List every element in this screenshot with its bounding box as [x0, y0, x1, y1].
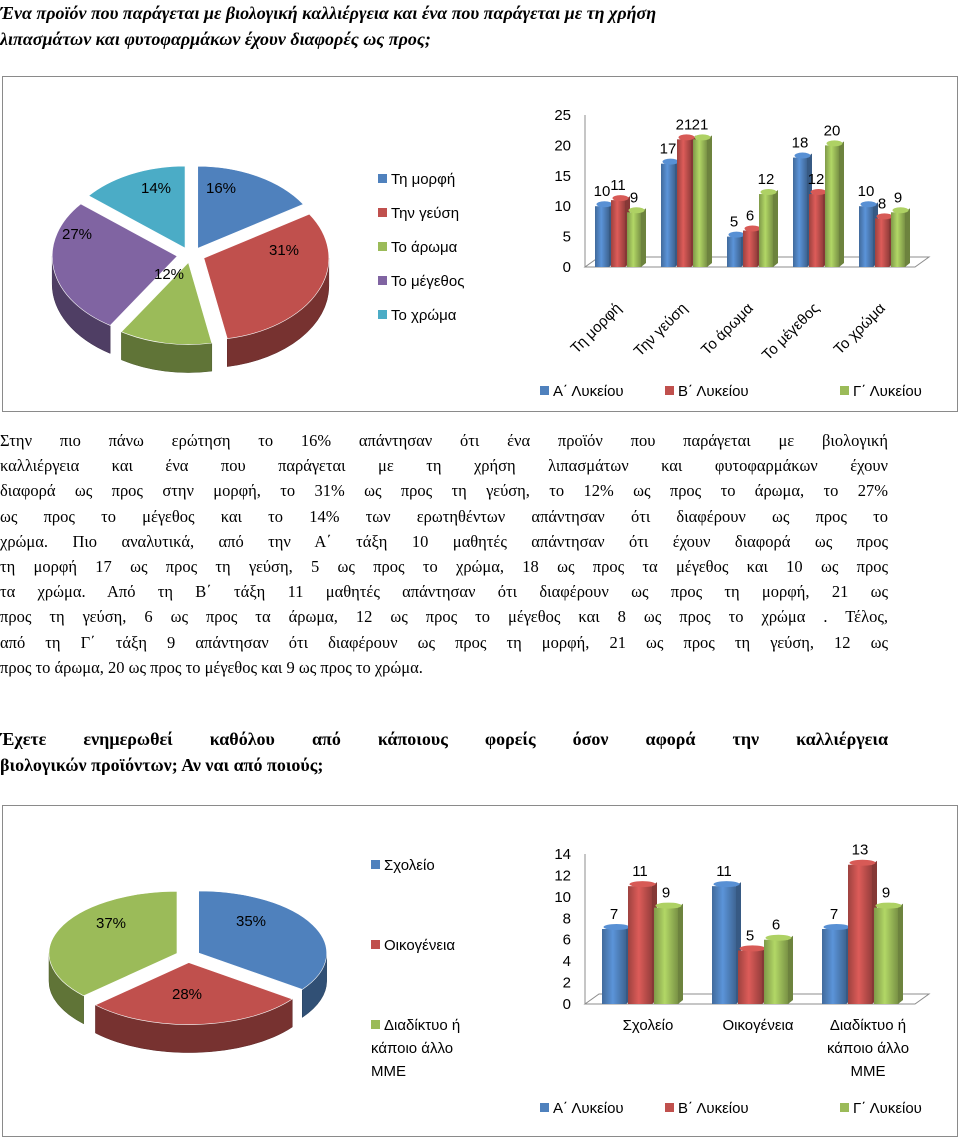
legend-label: Α΄ Λυκείου [553, 1100, 624, 1117]
legend-swatch [665, 386, 674, 395]
bar-legend-1 [525, 379, 945, 403]
legend-label: Διαδίκτυο ή [384, 1017, 461, 1034]
bar2-y-tick-label: 8 [562, 910, 571, 928]
bar1-data-label: 21 [675, 116, 693, 134]
legend-swatch [378, 242, 387, 251]
bar1-data-label: 10 [857, 183, 875, 201]
bar1-data-label: 9 [893, 189, 903, 207]
question-1 [0, 0, 888, 52]
bar1-data-label: 10 [593, 183, 611, 201]
bar1-x-tick-label: Τη μορφή [567, 299, 625, 358]
bar1-data-label: 11 [610, 177, 626, 195]
pie1-slice-label: 12% [153, 266, 185, 283]
bar1-x-tick-label: Την γεύση [630, 299, 691, 360]
question-2-line-2: βιολογικών προϊόντων; Αν ναι από ποιούς; [0, 755, 324, 775]
paragraph-line: ως προς το μέγεθος και το 14% των ερωτηθέντων απάντησαν ότι διαφέρουν ως προς το [0, 506, 888, 526]
bar1-bar [825, 140, 844, 267]
paragraph-line: καλλιέργεια και ένα που παράγεται με τη χρήση λιπασμάτων και φυτοφαρμάκων έχουν [0, 456, 888, 476]
bar2-bar [738, 945, 767, 1004]
bar2-bar [654, 903, 683, 1004]
question-1-line-2: λιπασμάτων και φυτοφαρμάκων έχουν διαφορές ως προς; [0, 29, 431, 49]
pie-legend-1 [378, 171, 528, 331]
legend-swatch [371, 1020, 380, 1029]
bar2-y-tick-label: 0 [562, 996, 571, 1013]
pie1-slice-label: 16% [205, 180, 237, 197]
paragraph-line: διαφορά ως προς στην μορφή, το 31% ως προς τη γεύση, το 12% ως προς το άρωμα, το 27% [0, 481, 888, 501]
legend-swatch [665, 1103, 674, 1112]
bar-chart-sources [525, 826, 945, 1116]
bar2-legend-item [540, 1100, 624, 1117]
pie-legend-2 [371, 854, 511, 1094]
legend-label: Το άρωμα [391, 239, 458, 256]
bar1-bar [759, 189, 778, 267]
paragraph-line: τα χρώμα. Από τη Β΄ τάξη 11 μαθητές απάντησαν ότι διαφέρουν ως προς τη μορφή, 21 ως [0, 582, 888, 602]
pie1-legend-item [378, 205, 459, 222]
bar2-bar [848, 860, 877, 1004]
pie2-legend-item [371, 1014, 501, 1083]
bar1-y-tick-label: 10 [554, 198, 571, 216]
paragraph-line: προς το άρωμα, 20 ως προς το μέγεθος και 9 ως προς το χρώμα. [0, 657, 423, 677]
bar2-bar [822, 924, 851, 1004]
bar2-data-label: 5 [745, 927, 755, 945]
pie1-legend-item [378, 171, 455, 188]
bar2-y-tick-label: 6 [562, 931, 571, 949]
bar2-bar [712, 881, 741, 1004]
paragraph-line: προς τη γεύση, 6 ως προς τα άρωμα, 12 ως προς το μέγεθος και 8 ως προς το χρώμα . Τέλος, [0, 607, 888, 627]
bar2-bar [602, 924, 631, 1004]
bar1-data-label: 17 [659, 140, 677, 158]
legend-label: ΜΜΕ [371, 1063, 406, 1080]
legend-swatch [378, 208, 387, 217]
bar1-y-tick-label: 5 [562, 228, 571, 246]
legend-label: Τη μορφή [391, 171, 456, 188]
bar1-y-tick-label: 15 [554, 167, 571, 185]
bar1-x-tick-label: Το μέγεθος [758, 299, 823, 364]
legend-label: Το μέγεθος [391, 273, 465, 290]
legend-swatch [840, 1103, 849, 1112]
bar1-legend-item [540, 383, 624, 400]
bar2-data-label: 11 [632, 863, 648, 881]
bar1-y-tick-label: 25 [554, 107, 571, 124]
bar1-data-label: 20 [823, 122, 841, 140]
pie1-legend-item [378, 273, 464, 290]
bar2-bar [764, 935, 793, 1004]
legend-label: Σχολείο [384, 857, 435, 874]
legend-label: Γ΄ Λυκείου [853, 1100, 922, 1117]
pie-chart-sources [3, 806, 343, 1106]
bar2-x-tick-label: Διαδίκτυο ή [829, 1017, 907, 1034]
legend-label: Το χρώμα [391, 307, 457, 324]
pie1-legend-item [378, 239, 457, 256]
bar2-x-tick-label: Σχολείο [622, 1017, 674, 1034]
bar1-bar [891, 207, 910, 267]
results-paragraph [0, 428, 888, 680]
question-2-line-1: Έχετε ενημερωθεί καθόλου από κάποιους φορείς όσον αφορά την καλλιέργεια [0, 729, 888, 749]
bar2-legend-item [665, 1100, 749, 1117]
bar2-data-label: 9 [661, 884, 671, 902]
legend-label: κάποιο άλλο [371, 1040, 454, 1057]
bar2-data-label: 7 [609, 906, 619, 923]
pie1-legend-item [378, 307, 456, 324]
bar2-legend-item [840, 1100, 922, 1117]
legend-swatch [540, 1103, 549, 1112]
paragraph-line: τη μορφή 17 ως προς τη γεύση, 5 ως προς το χρώμα, 18 ως προς τα μέγεθος και 10 ως προς [0, 557, 888, 577]
legend-label: Την γεύση [391, 205, 460, 222]
bar1-y-tick-label: 20 [554, 137, 571, 155]
bar2-y-tick-label: 14 [554, 846, 571, 863]
bar1-legend-item [665, 383, 749, 400]
bar2-data-label: 9 [881, 884, 891, 902]
bar2-data-label: 6 [771, 916, 781, 934]
bar1-legend-item [840, 383, 922, 400]
pie2-slice-label: 35% [235, 913, 267, 930]
bar2-x-tick-label: ΜΜΕ [850, 1063, 886, 1080]
legend-swatch [371, 860, 380, 869]
bar2-bar [874, 903, 903, 1004]
bar1-data-label: 21 [691, 116, 709, 134]
bar1-x-tick-label: Το άρωμα [697, 299, 757, 359]
paragraph-line: Στην πιο πάνω ερώτηση το 16% απάντησαν ότι ένα προϊόν που παράγεται με βιολογική [0, 431, 888, 450]
pie1-slice-label: 27% [61, 226, 93, 243]
bar2-y-tick-label: 10 [554, 888, 571, 906]
bar2-data-label: 11 [716, 863, 732, 881]
bar1-y-tick-label: 0 [562, 259, 571, 276]
bar-legend-2 [525, 1096, 945, 1120]
bar1-data-label: 6 [745, 207, 755, 225]
question-2 [0, 726, 888, 778]
bar1-data-label: 9 [629, 189, 639, 207]
question-1-line-1: Ένα προϊόν που παράγεται με βιολογική καλλιέργεια και ένα που παράγεται με τη χρήση [0, 3, 657, 23]
chart-frame-2 [2, 805, 958, 1137]
legend-label: Β΄ Λυκείου [678, 1100, 749, 1117]
legend-label: Β΄ Λυκείου [678, 383, 749, 400]
legend-swatch [378, 310, 387, 319]
bar2-bar [628, 881, 657, 1004]
bar1-data-label: 12 [807, 171, 825, 189]
pie1-slice-label: 31% [268, 242, 300, 259]
bar2-y-tick-label: 4 [562, 953, 571, 971]
legend-swatch [540, 386, 549, 395]
bar-chart-differences [525, 95, 945, 395]
bar2-data-label: 7 [829, 906, 839, 923]
bar1-data-label: 12 [757, 171, 775, 189]
legend-swatch [378, 276, 387, 285]
paragraph-line: χρώμα. Πιο αναλυτικά, από την Α΄ τάξη 10 μαθητές απάντησαν ότι έχουν διαφορά ως προς [0, 531, 888, 551]
pie2-legend-item [371, 934, 501, 957]
bar1-bar [627, 207, 646, 267]
pie-chart-differences [3, 77, 343, 407]
legend-label: Οικογένεια [384, 937, 456, 954]
legend-swatch [378, 174, 387, 183]
bar2-x-tick-label: Οικογένεια [722, 1017, 794, 1034]
chart-frame-1 [2, 76, 958, 412]
bar1-data-label: 8 [877, 195, 887, 213]
paragraph-line: από τη Γ΄ τάξη 9 απάντησαν ότι διαφέρουν ως προς τη μορφή, 21 ως προς τη γεύση, 12 ως [0, 632, 888, 652]
legend-swatch [840, 386, 849, 395]
bar2-y-tick-label: 2 [562, 974, 571, 992]
bar2-data-label: 13 [851, 841, 869, 859]
pie2-legend-item [371, 854, 501, 877]
bar1-data-label: 5 [729, 213, 739, 231]
pie2-slice-label: 28% [171, 986, 203, 1003]
legend-label: Γ΄ Λυκείου [853, 383, 922, 400]
bar1-x-tick-label: Το χρώμα [830, 299, 889, 359]
pie2-slice-label: 37% [95, 915, 127, 932]
bar1-bar [693, 134, 712, 267]
pie1-slice-label: 14% [140, 180, 172, 197]
bar1-data-label: 18 [791, 134, 809, 152]
bar2-x-tick-label: κάποιο άλλο [826, 1040, 910, 1057]
legend-swatch [371, 940, 380, 949]
legend-label: Α΄ Λυκείου [553, 383, 624, 400]
bar2-y-tick-label: 12 [554, 867, 571, 885]
